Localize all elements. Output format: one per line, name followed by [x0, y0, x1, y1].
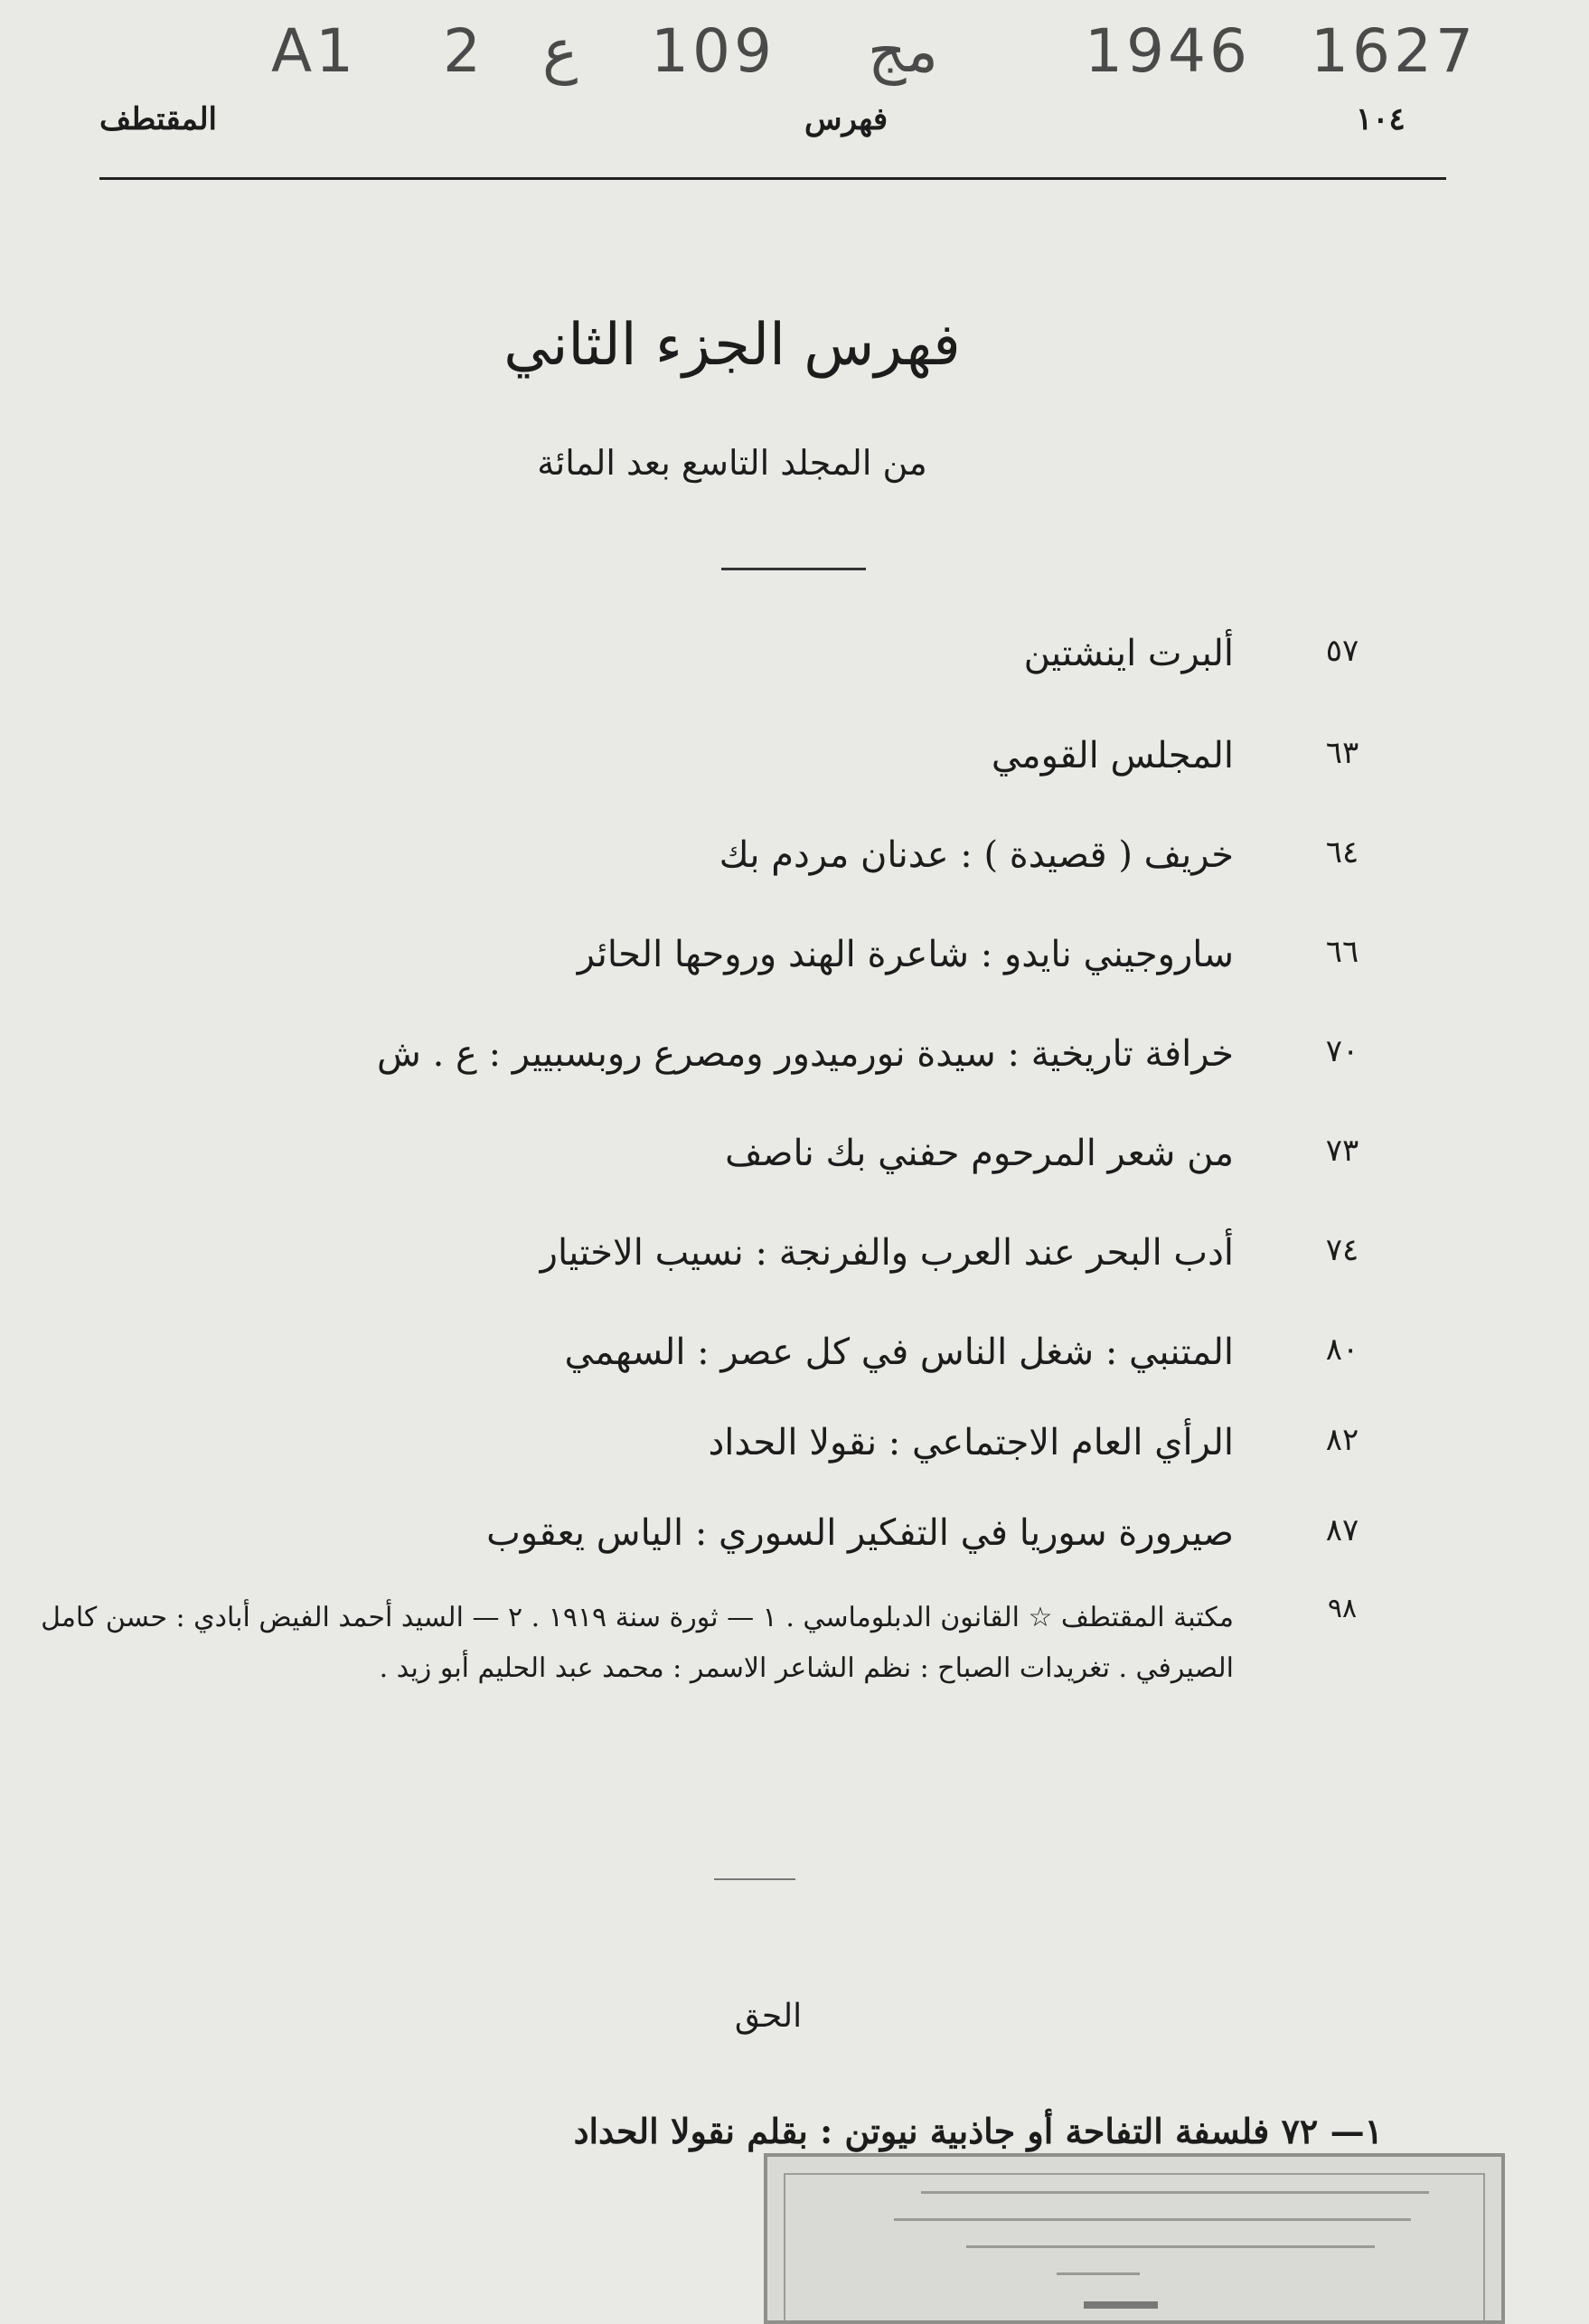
toc-entry	[271, 834, 1383, 898]
toc-title: ساروجيني نايدو : شاعرة الهند وروحها الحائر	[577, 934, 1234, 975]
annotation-part: 2	[443, 16, 484, 86]
annotation-part: A1	[271, 16, 358, 86]
annotation-part: ع	[542, 16, 578, 86]
toc-entry	[271, 1512, 1383, 1576]
toc-title: من شعر المرحوم حفني بك ناصف	[725, 1133, 1234, 1174]
toc-page-number: ٨٢	[1325, 1422, 1359, 1458]
toc-page-number: ٦٣	[1325, 735, 1359, 771]
page-number: ١٠٤	[1356, 101, 1406, 137]
page-subtitle: من المجلد التاسع بعد المائة	[537, 443, 927, 483]
toc-title: مكتبة المقتطف ☆ القانون الدبلوماسي . ١ — ثورة سنة ١٩١٩ . ٢ — السيد أحمد الفيض أبادي : حسن كامل الصيرفي . تغريدات الصباح : نظم الشاعر الاسمر : محمد عبد الحليم أبو زيد .	[41, 1602, 1234, 1684]
toc-page-number: ٨٠	[1325, 1331, 1359, 1368]
toc-page-number: ٧٤	[1325, 1232, 1359, 1268]
toc-title: المتنبي : شغل الناس في كل عصر : السهمي	[564, 1331, 1234, 1373]
toc-entry-multiline	[18, 1593, 1383, 1801]
toc-entry	[271, 1133, 1383, 1196]
toc-entry	[271, 1033, 1383, 1096]
toc-title: أدب البحر عند العرب والفرنجة : نسيب الاختيار	[540, 1232, 1234, 1274]
toc-title: المجلس القومي	[991, 735, 1234, 776]
toc-page-number: ٦٤	[1325, 834, 1359, 870]
appendix-item: ١— ٧٢ فلسفة التفاحة أو جاذبية نيوتن : بقلم نقولا الحداد	[573, 2111, 1383, 2151]
toc-page-number: ٨٧	[1325, 1512, 1359, 1548]
toc-page-number: ٦٦	[1325, 934, 1359, 970]
toc-entry	[271, 633, 1383, 696]
library-stamp	[764, 2153, 1505, 2324]
toc-title: ألبرت اينشتين	[1023, 633, 1234, 674]
section-label: فهرس	[804, 101, 889, 137]
section-divider	[714, 1878, 795, 1880]
toc-title: خريف ( قصيدة ) : عدنان مردم بك	[719, 834, 1234, 876]
magazine-name: المقتطف	[99, 101, 218, 137]
toc-page-number: ٧٣	[1325, 1133, 1359, 1169]
stamp-frame	[784, 2173, 1485, 2320]
toc-page-number: ٥٧	[1325, 633, 1359, 669]
annotation-part: مج	[868, 16, 938, 86]
annotation-part: 109	[651, 16, 776, 86]
appendix-label: الحق	[734, 1998, 803, 2035]
toc-entry	[271, 1331, 1383, 1395]
toc-entry	[271, 1232, 1383, 1295]
toc-title: الرأي العام الاجتماعي : نقولا الحداد	[708, 1422, 1234, 1463]
toc-entry	[271, 1422, 1383, 1485]
toc-title: خرافة تاريخية : سيدة نورميدور ومصرع روبسبيير : ع . ش	[377, 1033, 1234, 1075]
toc-page-number: ٧٠	[1325, 1033, 1359, 1069]
toc-entry	[271, 735, 1383, 798]
toc-entry	[271, 934, 1383, 997]
toc-page-number: ٩٨	[1327, 1593, 1358, 1624]
annotation-part: 1946	[1085, 16, 1251, 86]
annotation-part: 1627	[1311, 16, 1477, 86]
toc-title: صيرورة سوريا في التفكير السوري : الياس يعقوب	[486, 1512, 1234, 1554]
page-title: فهرس الجزء الثاني	[503, 312, 961, 379]
